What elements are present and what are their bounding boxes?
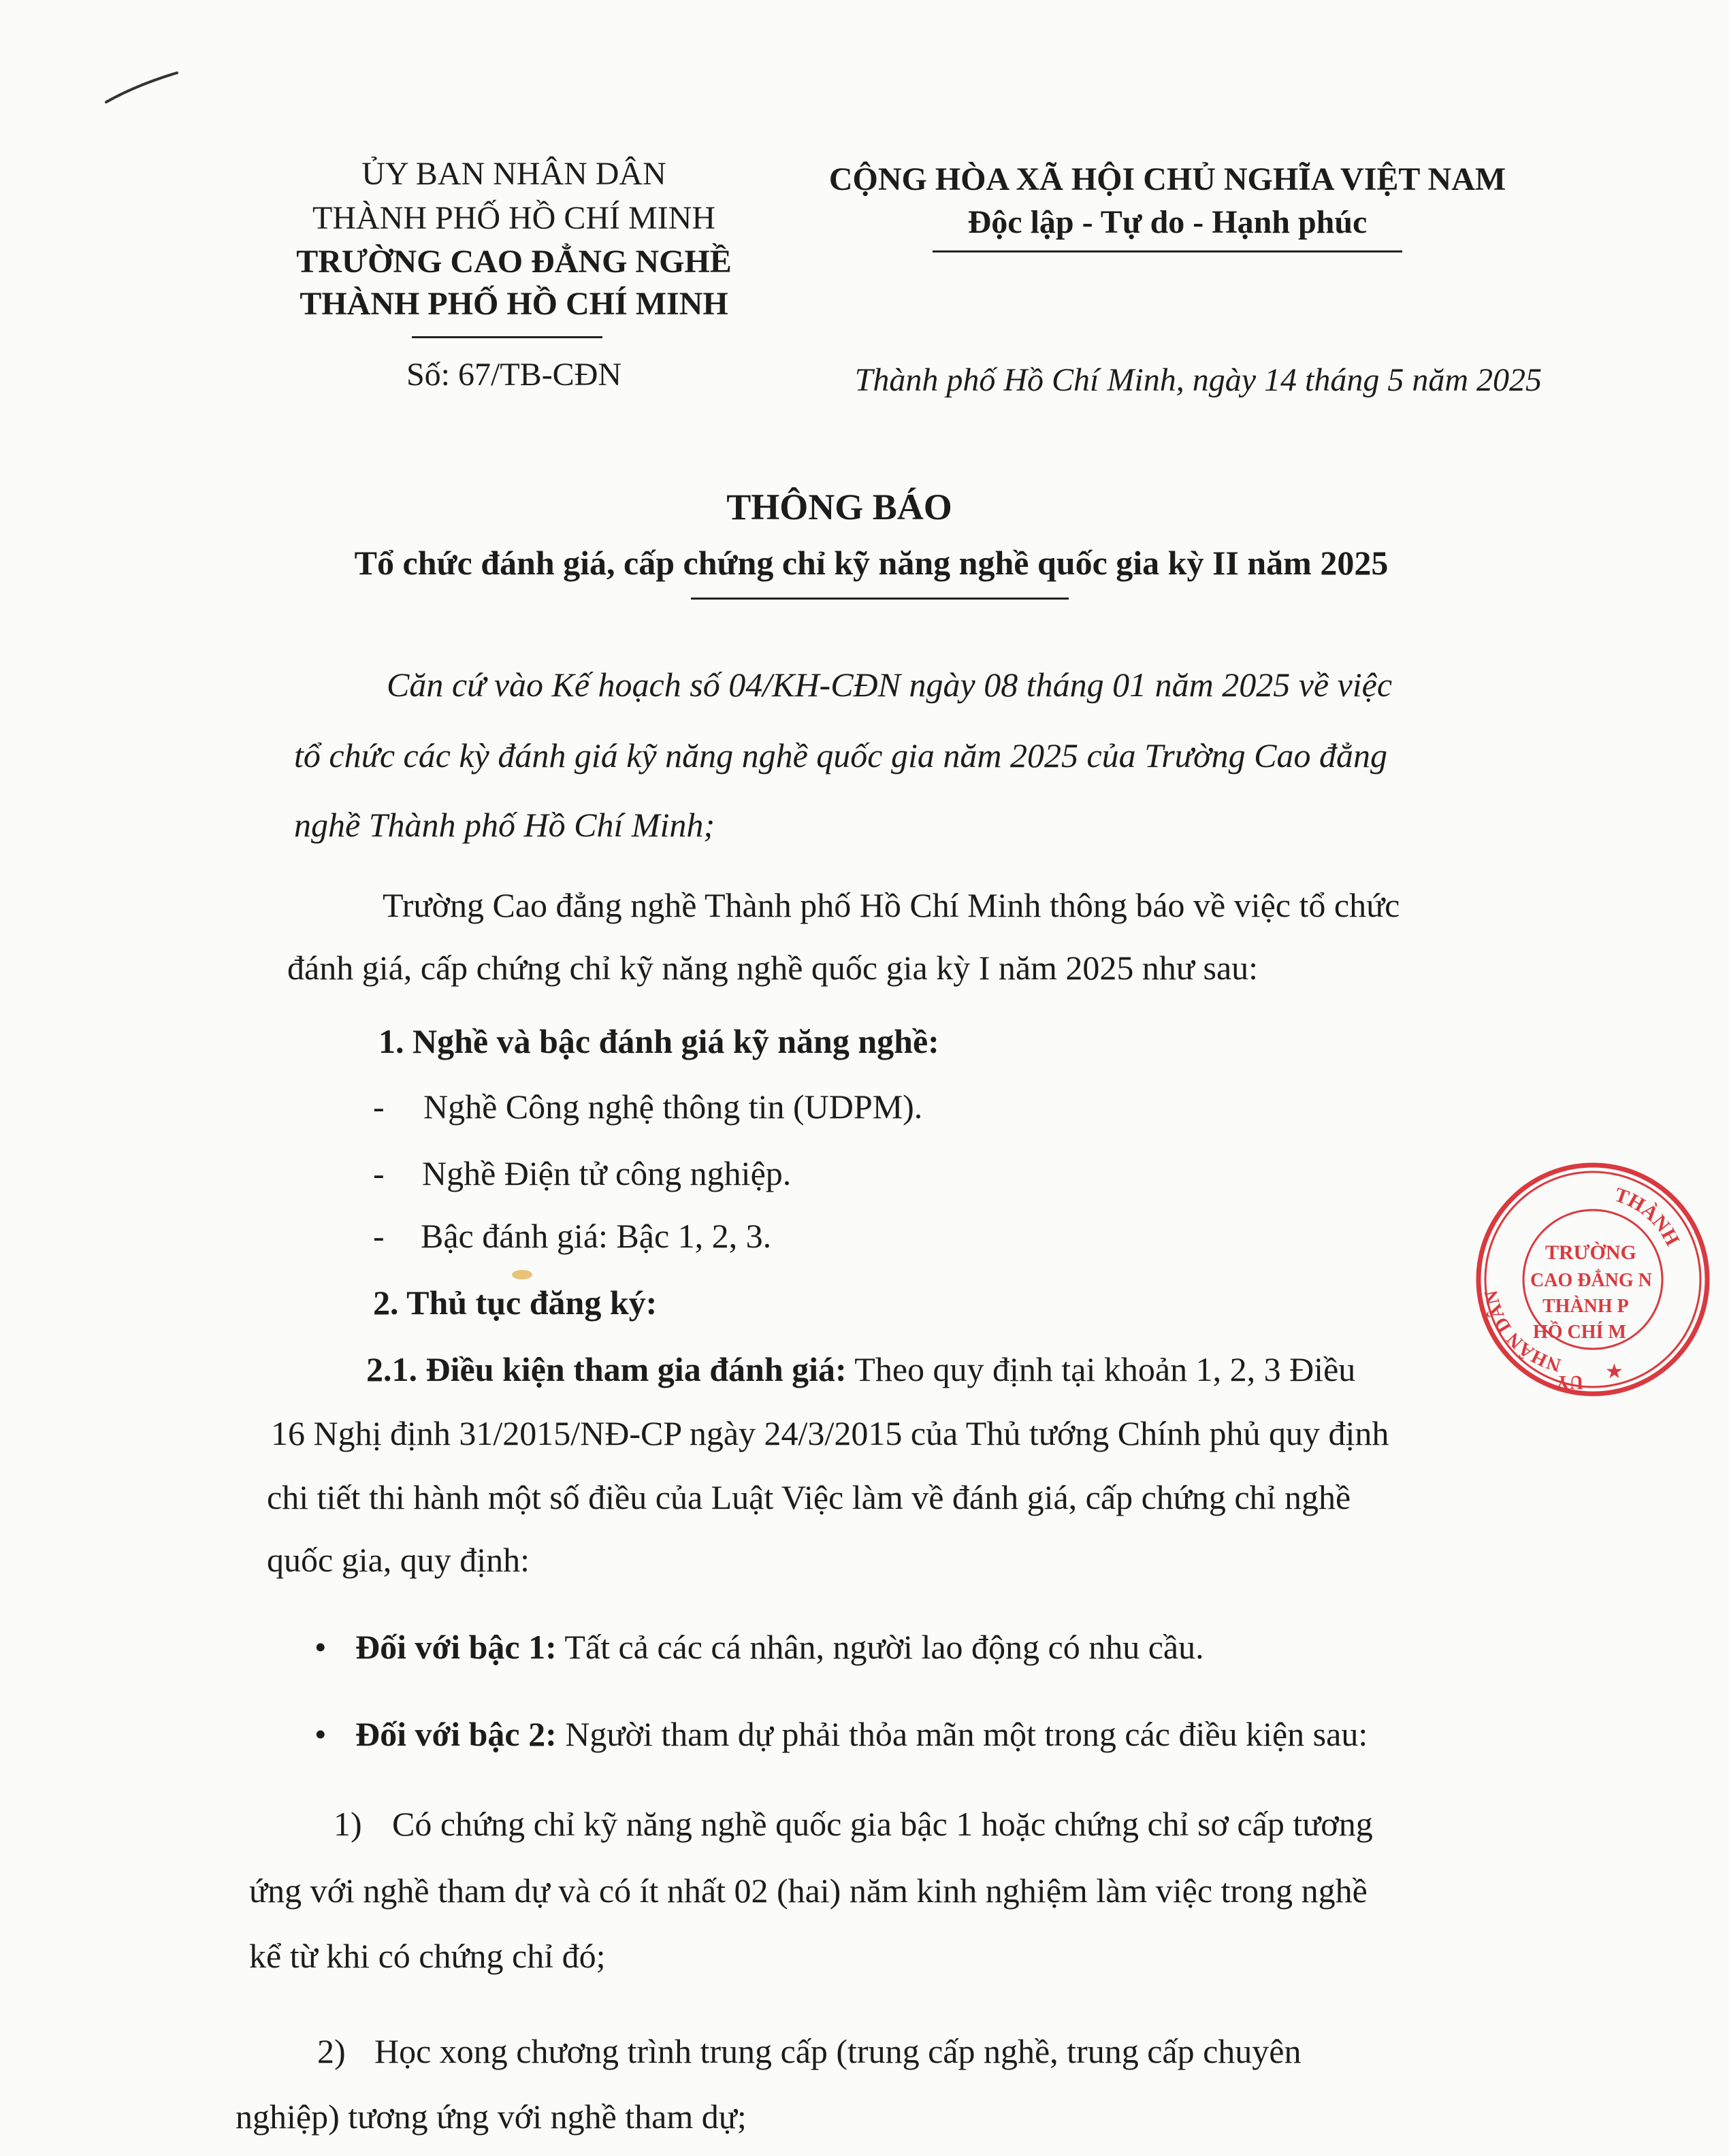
section-2-heading: 2. Thủ tục đăng ký: <box>373 1284 658 1322</box>
national-title: CỘNG HÒA XÃ HỘI CHỦ NGHĨA VIỆT NAM <box>828 161 1506 197</box>
stamp-inner-1: TRƯỜNG <box>1545 1241 1636 1264</box>
pen-mark <box>102 65 184 112</box>
basis-line-1: Căn cứ vào Kế hoạch số 04/KH-CĐN ngày 08 tháng 01 năm 2025 về việc <box>387 666 1393 704</box>
document-subtitle: Tổ chức đánh giá, cấp chứng chỉ kỹ năng nghề quốc gia kỳ II năm 2025 <box>354 544 1389 582</box>
condition-2-number: 2) <box>317 2032 346 2070</box>
section-2-1-label: 2.1. Điều kiện tham gia đánh giá: <box>366 1350 847 1388</box>
intro-line-1: Trường Cao đẳng nghề Thành phố Hồ Chí Minh thông báo về việc tổ chức <box>383 886 1400 924</box>
condition-1-line-2: ứng với nghề tham dự và có ít nhất 02 (hai) năm kinh nghiệm làm việc trong nghề <box>249 1872 1368 1910</box>
motto-underline <box>933 250 1402 252</box>
dash-marker: - <box>373 1088 385 1126</box>
document-title: THÔNG BÁO <box>726 487 952 527</box>
section-1-heading: 1. Nghề và bậc đánh giá kỹ năng nghề: <box>378 1022 939 1060</box>
level-2-item <box>355 1714 1368 1754</box>
condition-2-line-2: nghiệp) tương ứng với nghề tham dự; <box>236 2097 747 2136</box>
issue-date: Thành phố Hồ Chí Minh, ngày 14 tháng 5 năm 2025 <box>854 362 1542 398</box>
section-2-1-text: Theo quy định tại khoản 1, 2, 3 Điều <box>854 1350 1356 1388</box>
ink-smudge <box>512 1270 532 1279</box>
stamp-star-icon: ★ <box>1605 1360 1623 1383</box>
occupation-electronics: Nghề Điện tử công nghiệp. <box>422 1154 792 1192</box>
stamp-arc-top: THÀNH <box>1611 1183 1684 1250</box>
issuer-line-2: THÀNH PHỐ HỒ CHÍ MINH <box>312 200 715 236</box>
level-1-item <box>355 1627 1204 1667</box>
level-2-label: Đối với bậc 2: <box>355 1715 557 1753</box>
document-number: Số: 67/TB-CĐN <box>406 357 622 393</box>
dash-marker: - <box>373 1217 385 1255</box>
section-2-1-line-4: quốc gia, quy định: <box>267 1541 530 1579</box>
stamp-arc-bottom: UY <box>1555 1371 1583 1392</box>
condition-1-line-1: Có chứng chỉ kỹ năng nghề quốc gia bậc 1 hoặc chứng chỉ sơ cấp tương <box>392 1805 1373 1843</box>
section-2-1-line-1 <box>366 1349 1355 1390</box>
bullet-marker: • <box>314 1715 327 1753</box>
dash-marker: - <box>373 1154 385 1192</box>
occupation-it: Nghề Công nghệ thông tin (UDPM). <box>423 1088 923 1126</box>
level-2-text: Người tham dự phải thỏa mãn một trong các điều kiện sau: <box>565 1715 1368 1753</box>
subtitle-underline <box>691 598 1069 600</box>
condition-1-number: 1) <box>334 1805 362 1843</box>
issuer-line-1: ỦY BAN NHÂN DÂN <box>361 156 666 192</box>
bullet-marker: • <box>314 1628 327 1666</box>
stamp-svg <box>1457 1143 1729 1416</box>
national-motto: Độc lập - Tự do - Hạnh phúc <box>967 204 1368 240</box>
stamp-inner-4: HỒ CHÍ M <box>1533 1322 1626 1343</box>
section-2-1-line-3: chi tiết thi hành một số điều của Luật Việc làm về đánh giá, cấp chứng chỉ nghề <box>267 1478 1351 1516</box>
issuer-line-3: TRƯỜNG CAO ĐẲNG NGHỀ <box>296 244 732 280</box>
official-stamp <box>1457 1143 1684 1416</box>
intro-line-2: đánh giá, cấp chứng chỉ kỹ năng nghề quốc gia kỳ I năm 2025 như sau: <box>287 949 1259 987</box>
stamp-inner-2: CAO ĐẲNG N <box>1530 1270 1652 1291</box>
level-1-label: Đối với bậc 1: <box>355 1628 557 1666</box>
assessment-levels: Bậc đánh giá: Bậc 1, 2, 3. <box>421 1217 772 1255</box>
condition-2-line-1: Học xong chương trình trung cấp (trung cấp nghề, trung cấp chuyên <box>374 2032 1302 2070</box>
stamp-inner-3: THÀNH P <box>1542 1296 1629 1317</box>
issuer-line-4: THÀNH PHỐ HỒ CHÍ MINH <box>300 286 728 322</box>
issuer-underline <box>412 336 602 338</box>
section-2-1-line-2: 16 Nghị định 31/2015/NĐ-CP ngày 24/3/2015 của Thủ tướng Chính phủ quy định <box>271 1414 1389 1452</box>
level-1-text: Tất cả các cá nhân, người lao động có nhu cầu. <box>564 1628 1204 1666</box>
basis-line-3: nghề Thành phố Hồ Chí Minh; <box>294 806 715 844</box>
basis-line-2: tổ chức các kỳ đánh giá kỹ năng nghề quốc gia năm 2025 của Trường Cao đẳng <box>294 736 1387 774</box>
condition-1-line-3: kể từ khi có chứng chỉ đó; <box>249 1937 606 1975</box>
stamp-arc-left: NHÂN DÂN <box>1481 1288 1564 1376</box>
